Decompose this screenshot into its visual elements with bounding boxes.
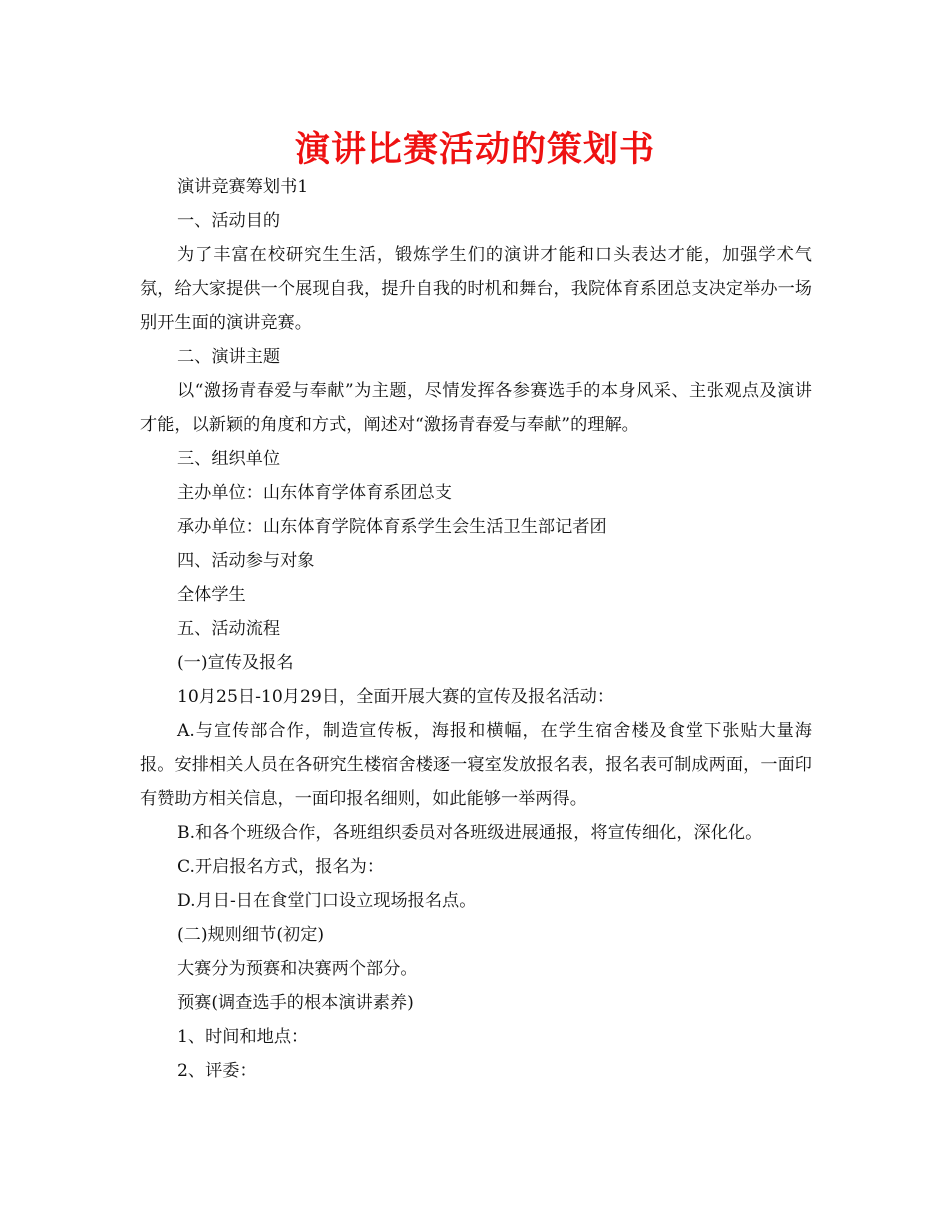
paragraph: 为了丰富在校研究生生活，锻炼学生们的演讲才能和口头表达才能，加强学术气氛，给大家提供一个展现自我，提升自我的时机和舞台，我院体育系团总支决定举办一场别开生面的演讲竞赛。 [140,245,812,333]
section-heading: 五、活动流程 [176,619,281,639]
section-heading: 四、活动参与对象 [176,551,315,571]
document-body [140,170,812,1088]
section-heading: 二、演讲主题 [176,347,281,367]
paragraph: 1、时间和地点： [176,1027,309,1047]
section-heading: 三、组织单位 [176,449,281,469]
paragraph: 主办单位：山东体育学体育系团总支 [176,483,452,503]
paragraph: 承办单位：山东体育学院体育系学生会生活卫生部记者团 [176,517,607,537]
section-heading: 一、活动目的 [176,211,281,231]
subsection-heading: (二)规则细节(初定) [176,925,325,945]
paragraph: 演讲竞赛筹划书1 [176,177,309,197]
paragraph: 2、评委： [176,1061,257,1081]
paragraph: 大赛分为预赛和决赛两个部分。 [176,959,418,979]
document-title: 演讲比赛活动的策划书 [294,130,655,170]
paragraph: B.和各个班级合作，各班组织委员对各班级进展通报，将宣传细化，深化化。 [176,823,763,843]
paragraph: D.月日-日在食堂门口设立现场报名点。 [176,891,477,911]
subsection-heading: (一)宣传及报名 [176,653,294,673]
paragraph: 预赛(调查选手的根本演讲素养) [176,993,414,1013]
paragraph: 10月25日-10月29日，全面开展大赛的宣传及报名活动： [176,687,615,707]
paragraph: 全体学生 [176,585,246,605]
paragraph: 以“激扬青春爱与奉献”为主题，尽情发挥各参赛选手的本身风采、主张观点及演讲才能，以新颖的角度和方式，阐述对“激扬青春爱与奉献”的理解。 [140,381,812,435]
paragraph: C.开启报名方式，报名为： [176,857,385,877]
paragraph: A.与宣传部合作，制造宣传板，海报和横幅，在学生宿舍楼及食堂下张贴大量海报。安排相关人员在各研究生楼宿舍楼逐一寝室发放报名表，报名表可制成两面，一面印有赞助方相关信息，一面印报名细则，如此能够一举两得。 [140,721,812,809]
